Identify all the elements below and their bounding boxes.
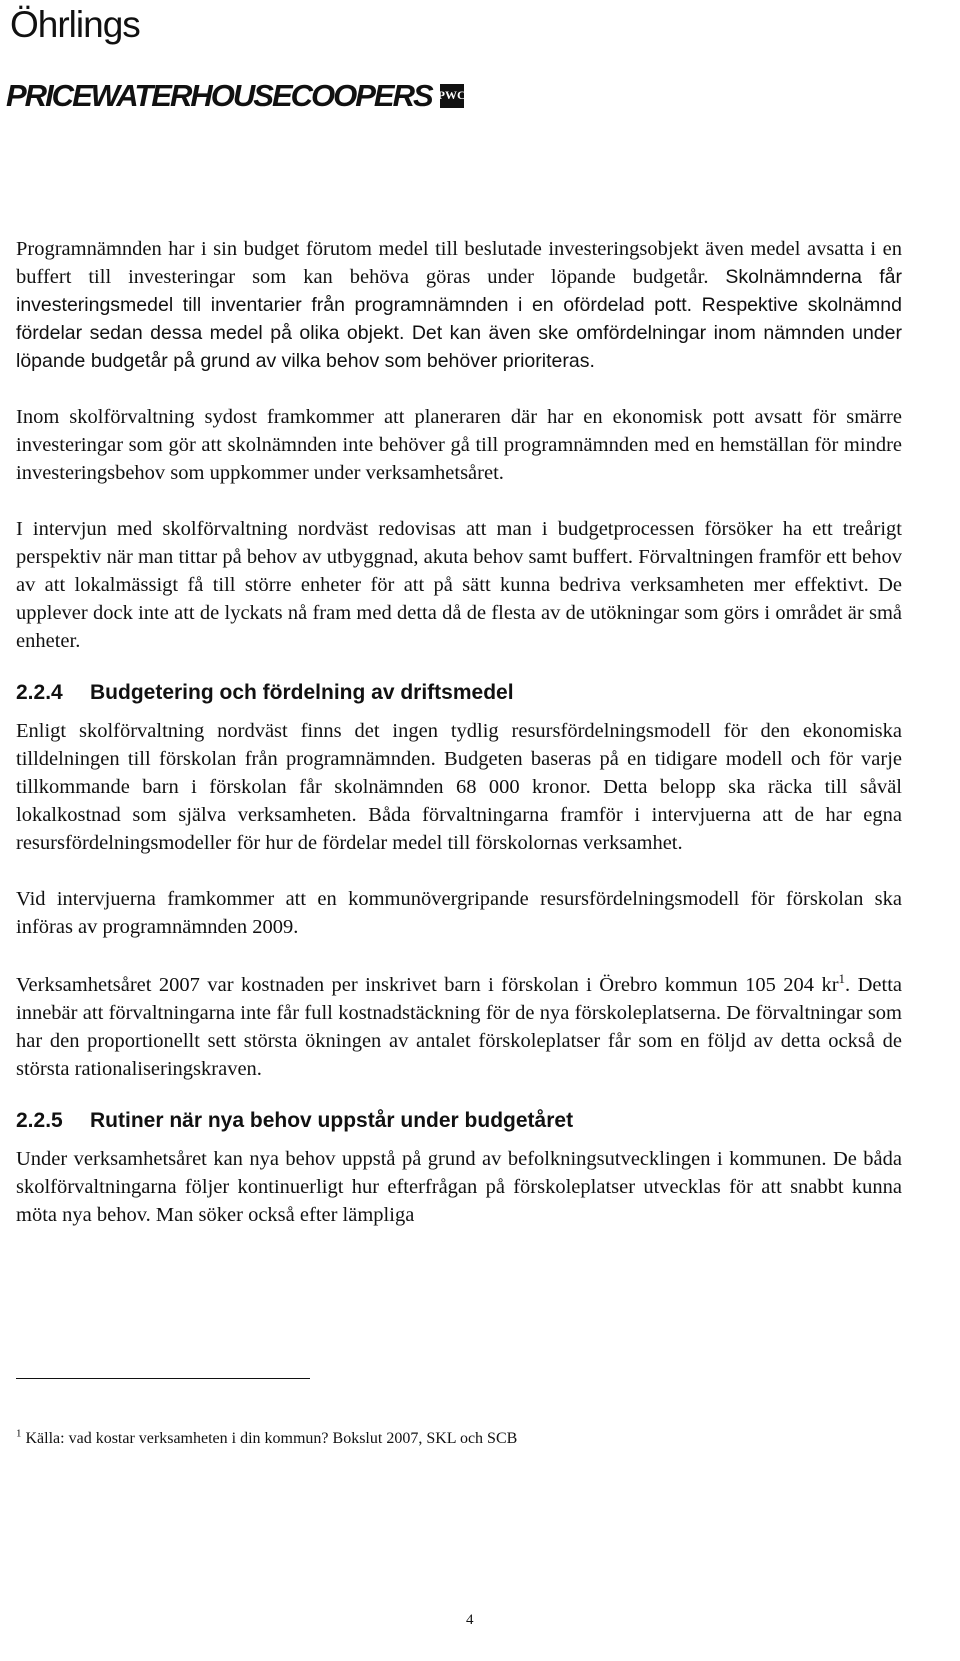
footnote-text: Källa: vad kostar verksamheten i din kommun? Bokslut 2007, SKL och SCB [25,1430,518,1447]
paragraph-nordvast: I intervjun med skolförvaltning nordväst redovisas att man i budgetprocessen försöker ha ett treårigt perspektiv när man tittar på behov av utbyggnad, akuta behov samt buffert. Förvaltningen framför ett behov av att lokalmässigt få till större enheter för att på sätt kunna bedriva verksamheten mer effektivt. De upplever dock inte att de lyckats nå fram med detta då de flesta av de utökningar som görs i området är små enheter. [16,518,902,652]
footnote [16,1428,517,1450]
paragraph-kostnad-end: . Detta innebär att förvaltningarna inte får full kostnadstäckning för de nya förskoleplatserna. De förvaltningar som har den proportionellt sett största ökningen av antalet förskoleplatser får som en följd av detta också de största rationaliseringskraven. [16,974,902,1080]
footnote-ref: 1 [838,971,846,987]
section-title: Budgetering och fördelning av driftsmedel [90,681,514,704]
section-title: Rutiner när nya behov uppstår under budgetåret [90,1109,574,1132]
footnote-divider [16,1378,310,1379]
paragraph-resursfordelning: Enligt skolförvaltning nordväst finns det ingen tydlig resursfördelningsmodell för den ekonomiska tilldelningen till förskolan från programnämnden. Budgeten baseras på en tidigare modell och för varje tillkommande barn i förskolan får skolnämnden 68 000 kronor. Detta belopp ska räcka till såväl lokalkostnad som själva verksamheten. Båda förvaltningarna framför i intervjuerna att de har egna resursfördelningsmodeller för hur de fördelar medel till förskolornas verksamhet. [16,720,902,854]
paragraph-sydost: Inom skolförvaltning sydost framkommer att planeraren där har en ekonomisk pott avsatt för smärre investeringar som gör att skolnämnden inte behöver gå till programnämnden med en hemställan för mindre investeringsbehov som uppkommer under verksamhetsåret. [16,406,902,484]
section-number: 2.2.5 [16,1109,63,1132]
brand-wordmark: PRICEWATERHOUSECOOPERS [6,78,432,113]
document-body [16,235,902,1229]
firm-name-logo: Öhrlings [10,4,140,45]
section-number: 2.2.4 [16,681,63,704]
page-number: 4 [466,1612,474,1628]
section-heading-budgetering [16,679,902,707]
paragraph-buffer-serif: Programnämnden har i sin budget förutom medel till beslutade investeringsobjekt även medel avsatta i en buffert till investeringar som kan behöva göras under löpande budgetår. [16,238,902,288]
section-heading-rutiner [16,1107,902,1135]
paragraph-intervjuer: Vid intervjuerna framkommer att en kommunövergripande resursfördelningsmodell för förskolan ska införas av programnämnden 2009. [16,888,902,938]
brand-seal-icon: PWC [440,84,464,108]
paragraph-kostnad [16,971,902,1083]
paragraph-buffer [16,235,902,375]
firm-brand-logo [6,80,464,111]
footnote-marker: 1 [16,1427,22,1440]
paragraph-kostnad-start: Verksamhetsåret 2007 var kostnaden per inskrivet barn i förskolan i Örebro kommun 105 204 kr [16,974,839,996]
paragraph-buffer-sans: Skolnämnderna får investeringsmedel till inventarier från programnämnden i en ofördelad pott. Respektive skolnämnd fördelar sedan dessa medel på olika objekt. Det kan även ske omfördelningar inom nämnden under löpande budgetår på grund av vilka behov som behöver prioriteras. [16,266,903,372]
paragraph-nya-behov: Under verksamhetsåret kan nya behov uppstå på grund av befolkningsutvecklingen i kommunen. De båda skolförvaltningarna följer kontinuerligt hur efterfrågan på förskoleplatser utvecklas för att snabbt kunna möta nya behov. Man söker också efter lämpliga [16,1148,902,1226]
